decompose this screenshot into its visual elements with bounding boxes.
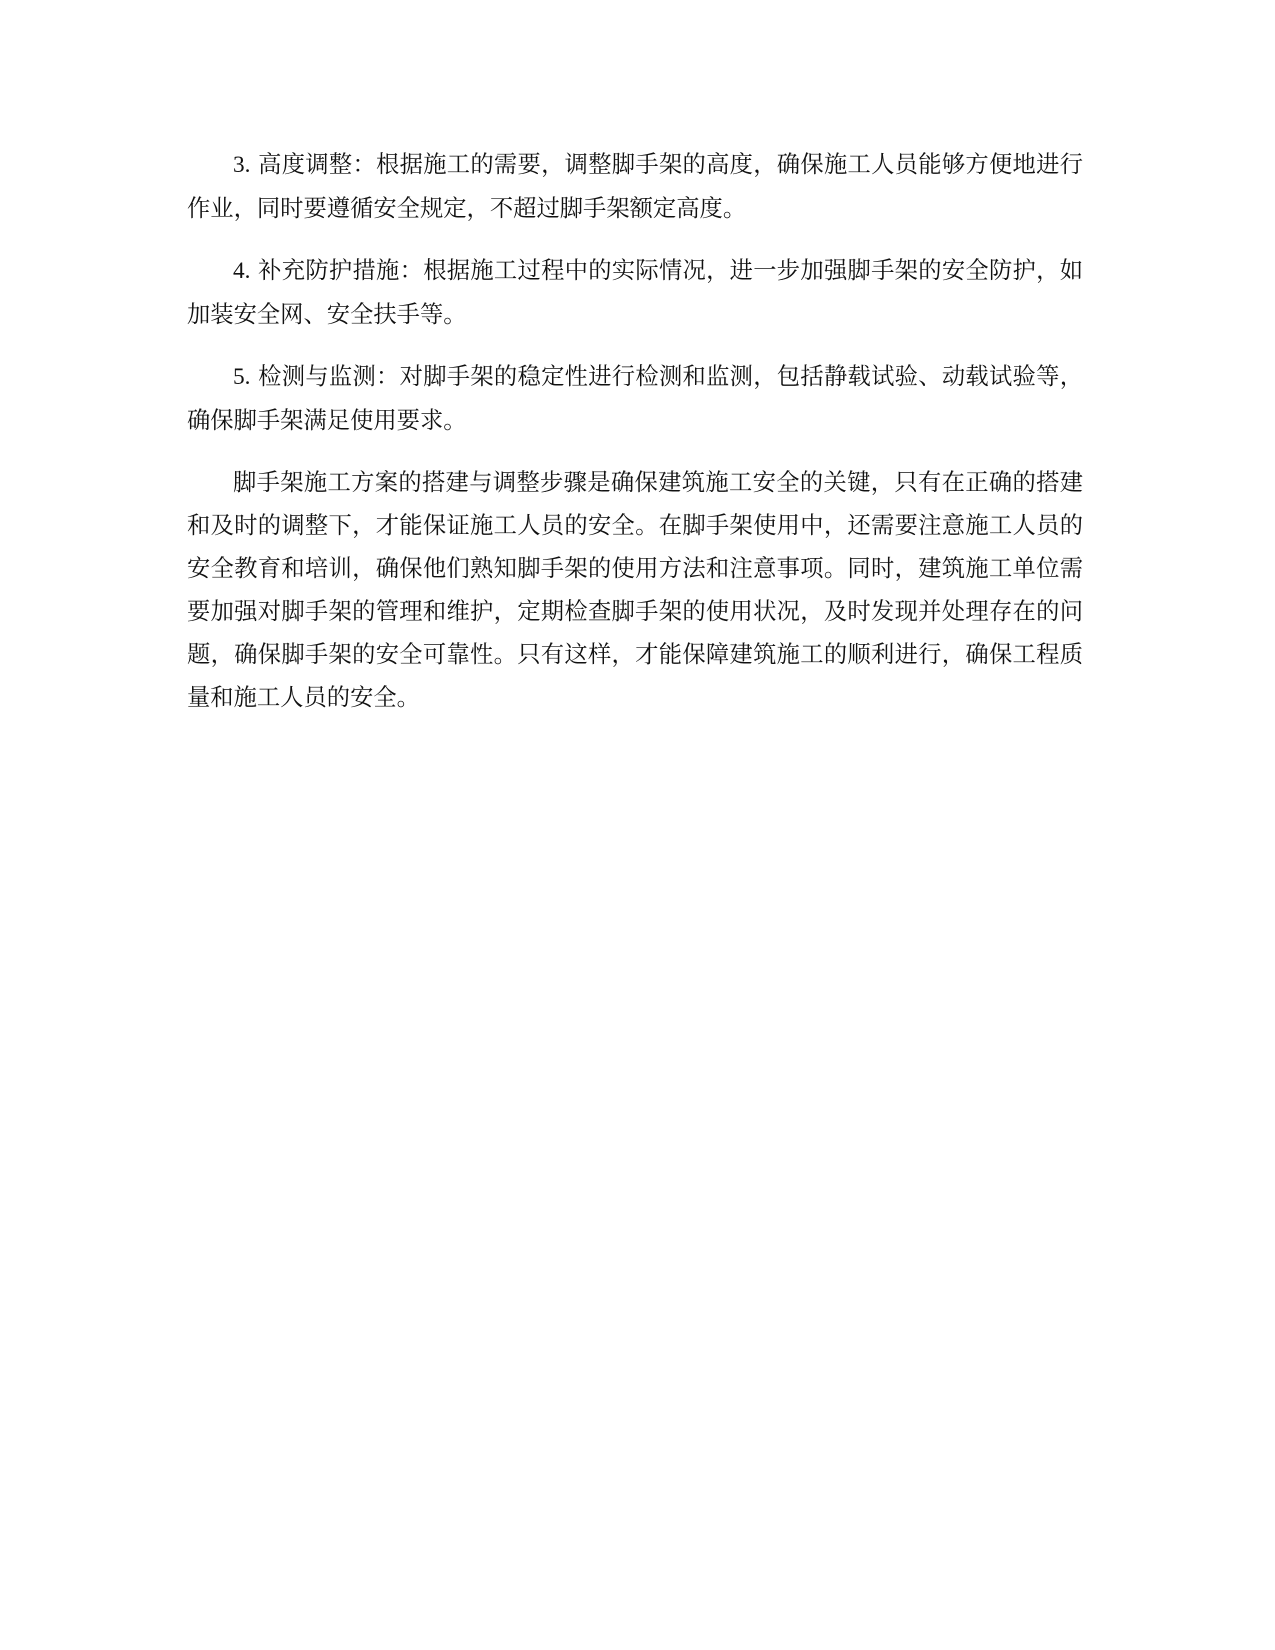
list-item-inspection-monitoring: [187, 355, 1083, 442]
list-item-text: 补充防护措施：根据施工过程中的实际情况，进一步加强脚手架的安全防护，如加装安全网、安全扶手等。: [187, 257, 1084, 328]
list-item-number: 4.: [233, 258, 251, 284]
list-item-number: 3.: [233, 152, 251, 178]
list-item-text: 高度调整：根据施工的需要，调整脚手架的高度，确保施工人员能够方便地进行作业，同时要遵循安全规定，不超过脚手架额定高度。: [187, 151, 1084, 222]
list-item-protective-measures: [187, 249, 1083, 336]
list-item-number: 5.: [233, 364, 251, 390]
conclusion-paragraph: [187, 461, 1083, 719]
list-item-text: 检测与监测：对脚手架的稳定性进行检测和监测，包括静载试验、动载试验等，确保脚手架满足使用要求。: [187, 363, 1084, 434]
paragraph-text: 脚手架施工方案的搭建与调整步骤是确保建筑施工安全的关键，只有在正确的搭建和及时的调整下，才能保证施工人员的安全。在脚手架使用中，还需要注意施工人员的安全教育和培训，确保他们熟知脚手架的使用方法和注意事项。同时，建筑施工单位需要加强对脚手架的管理和维护，定期检查脚手架的使用状况，及时发现并处理存在的问题，确保脚手架的安全可靠性。只有这样，才能保障建筑施工的顺利进行，确保工程质量和施工人员的安全。: [187, 469, 1083, 711]
list-item-height-adjustment: [187, 143, 1083, 230]
document-page: [187, 143, 1083, 738]
